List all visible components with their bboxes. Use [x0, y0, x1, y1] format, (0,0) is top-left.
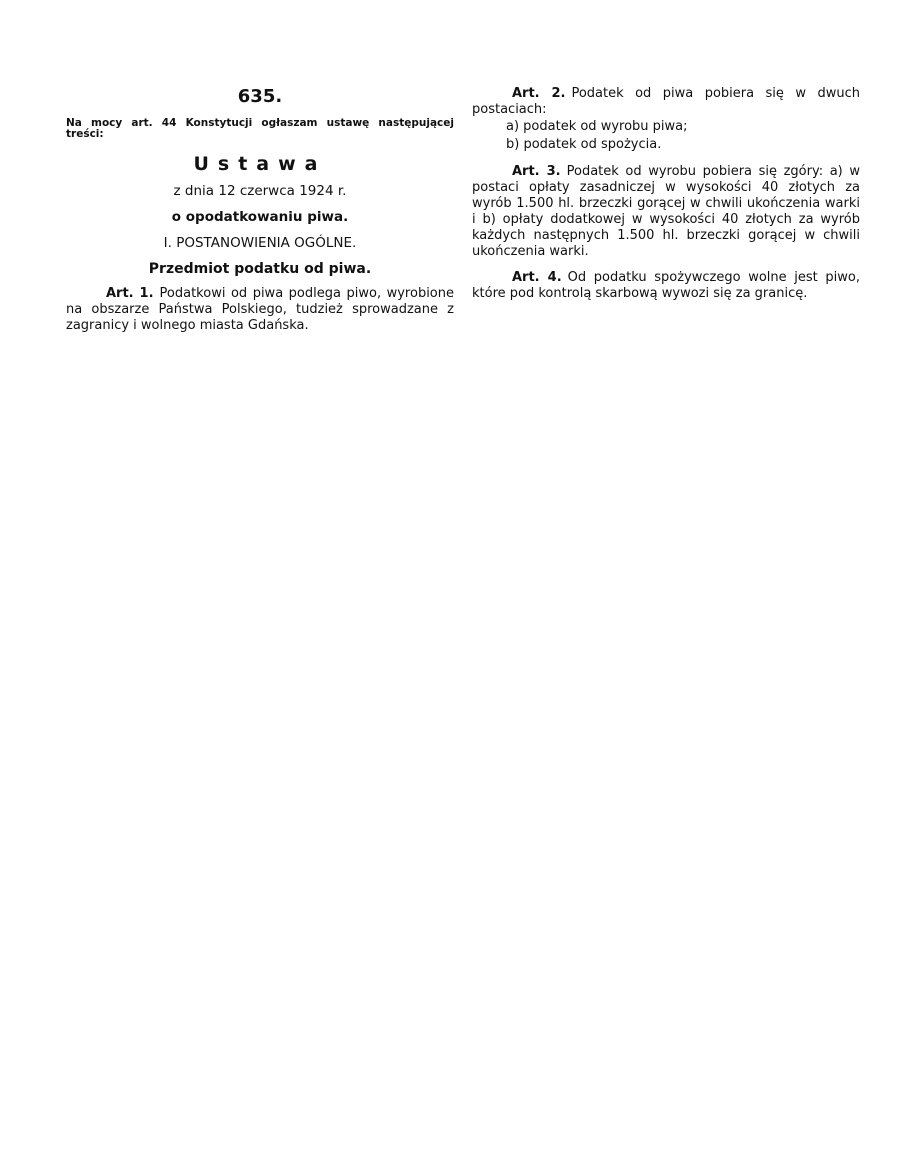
article-1	[66, 286, 454, 334]
article-3	[472, 164, 860, 260]
preamble: Na mocy art. 44 Konstytucji ogłaszam ustawę następującej treści:	[66, 117, 454, 140]
section-heading: Przedmiot podatku od piwa.	[148, 261, 372, 277]
right-column	[472, 86, 860, 302]
article-4-text: Od podatku spożywczego wolne jest piwo, które pod kontrolą skarbową wywozi się za granicę.	[472, 270, 860, 301]
article-2-text: Podatek od piwa pobiera się w dwuch postaciach:	[472, 86, 860, 117]
article-1-label: Art. 1.	[106, 286, 154, 301]
left-column	[66, 86, 454, 334]
act-date: z dnia 12 czerwca 1924 r.	[173, 183, 347, 199]
section-title: I. POSTANOWIENIA OGÓLNE.	[163, 235, 357, 251]
act-number: 635.	[237, 86, 283, 107]
article-1-text: Podatkowi od piwa podlega piwo, wyrobione na obszarze Państwa Polskiego, tudzież sprowadzane z zagranicy i wolnego miasta Gdańska.	[66, 286, 454, 333]
article-2-label: Art. 2.	[512, 86, 566, 101]
act-subject: o opodatkowaniu piwa.	[171, 209, 349, 225]
article-2-item-a: a) podatek od wyrobu piwa;	[506, 119, 688, 134]
article-3-text: Podatek od wyrobu pobiera się zgóry: a) w postaci opłaty zasadniczej w wysokości 40 złotych za wyrób 1.500 hl. brzeczki gorącej w chwili ukończenia warki i b) opłaty dodatkowej w wysokości 40 złotych za wyrób każdych następnych 1.500 hl. brzeczki gorącej w chwili ukończenia warki.	[472, 164, 860, 259]
spacer	[472, 260, 860, 270]
article-4-label: Art. 4.	[512, 270, 562, 285]
article-4	[472, 270, 860, 302]
article-3-label: Art. 3.	[512, 164, 561, 179]
article-2	[472, 86, 860, 118]
article-2-item-b: b) podatek od spożycia.	[506, 137, 662, 152]
spacer	[472, 154, 860, 164]
act-title: Ustawa	[193, 153, 327, 175]
